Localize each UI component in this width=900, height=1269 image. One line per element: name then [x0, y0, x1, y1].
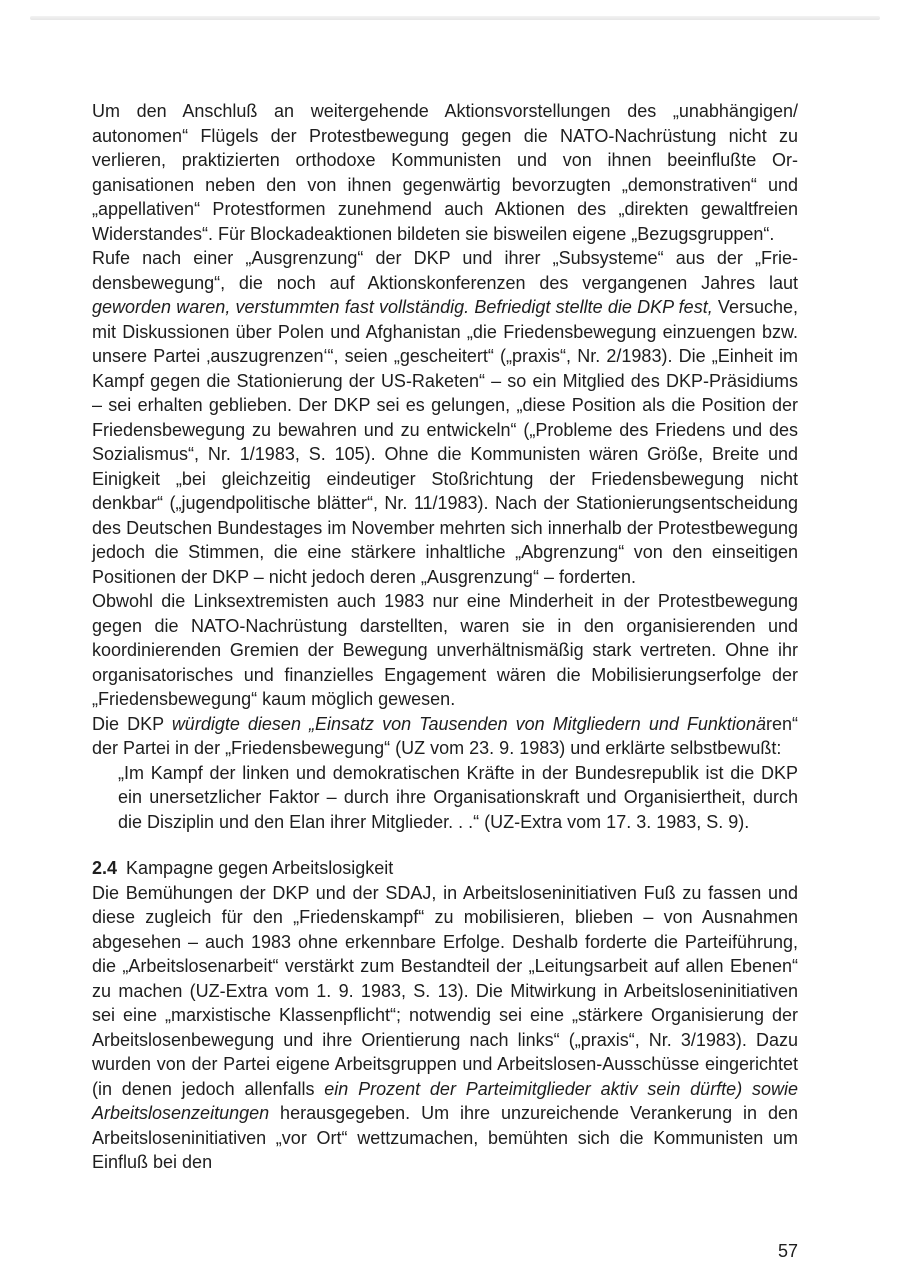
paragraph-1-text: Um den Anschluß an weitergehende Aktionsvorstellungen des „unabhängigen/ autonomen“ Flügels der Protestbewegung gegen die NATO-Nachrüstung nicht zu verlieren, praktizierten orthodoxe Kommunisten und von ihnen beeinflußte Organisationen neben den von ihnen gegenwärtig bevorzugten „demonstrativen“ und „appellativen“ Protestformen zunehmend auch Aktionen des „direkten gewaltfreien Widerstandes“. Für Blockadeaktionen bildeten sie bisweilen eigene „Bezugsgruppen“. [92, 101, 798, 244]
paragraph-2-italic: geworden waren, verstummten fast vollständig. Befriedigt stellte die DKP fest, [92, 297, 713, 317]
scan-top-edge [30, 16, 880, 20]
section-title: Kampagne gegen Arbeitslosigkeit [126, 858, 394, 878]
paragraph-3-text: Obwohl die Linksextremisten auch 1983 nur eine Minderheit in der Protestbewegung gegen die NATO-Nachrüstung darstellten, waren sie in den organisierenden und koordinierenden Gremien der Bewegung unverhältnismäßig stark vertreten. Ohne ihr organisatorisches und finanzielles Engagement wären die Mobilisierungserfolge der „Friedensbewegung“ kaum möglich gewesen. [92, 591, 798, 709]
block-quote [92, 761, 798, 835]
paragraph-1 [92, 99, 798, 246]
section-number: 2.4 [92, 858, 118, 878]
paragraph-5-italic: ein Prozent der Parteimitglieder aktiv sein dürfte) sowie Arbeitslosenzeitungen [92, 1078, 798, 1123]
paragraph-5-text-a: Die Bemühungen der DKP und der SDAJ, in Arbeitsloseninitiativen Fuß zu fassen und diese zugleich für den „Friedenskampf“ zu mobilisieren, blieben – von Ausnahmen abgesehen – auch 1983 ohne erkennbare Erfolge. Deshalb forderte die Parteiführung, die „Arbeitslosenarbeit“ verstärkt zum Bestandteil der „Leitungsarbeit auf allen Ebenen“ zu machen (UZ-Extra vom 1. 9. 1983, S. 13). Die Mitwirkung in Arbeitsloseninitiativen sei eine „marxistische Klassenpflicht“; notwendig sei eine „stärkere Organisierung der Arbeitslosenbewegung und ihre Orientierung nach links“ („praxis“, Nr. 3/1983). Dazu wurden von der Partei eigene Arbeitsgruppen und Arbeitslosen-Ausschüsse eingerichtet (in denen jedoch allenfalls [92, 882, 798, 1099]
paragraph-4-text-c: ren“ der Partei in der „Friedensbewegung“ (UZ vom 23. 9. 1983) und erklärte selbstbewußt: [92, 713, 798, 758]
paragraph-2-text-c: Versuche, mit Diskussionen über Polen und Afghanistan „die Friedensbewegung einzuengen bzw. unsere Partei ‚auszugrenzen‘“, seien „gescheitert“ („praxis“, Nr. 2/1983). Die „Einheit im Kampf gegen die Stationierung der US-Raketen“ – so ein Mitglied des DKP-Präsidiums – sei erhalten geblieben. Der DKP sei es gelungen, „diese Position als die Position der Friedensbewegung zu bewahren und zu entwickeln“ („Probleme des Friedens und des Sozialismus“, Nr. 1/1983, S. 105). Ohne die Kommunisten wären Größe, Breite und Einigkeit „bei gleichzeitig eindeutiger Stoßrichtung der Friedensbewegung nicht denkbar“ („jugendpolitische blätter“, Nr. 11/1983). Nach der Stationierungsentscheidung des Deutschen Bundestages im November mehrten sich innerhalb der Protestbewegung jedoch die Stimmen, die eine stärkere inhaltliche „Abgrenzung“ von den einseitigen Positionen der DKP – nicht jedoch deren „Ausgrenzung“ – forderten. [92, 297, 798, 587]
paragraph-2 [92, 246, 798, 589]
paragraph-2-text-a: Rufe nach einer „Ausgrenzung“ der DKP und ihrer „Subsysteme“ aus der „Friedensbewegung“, die noch auf Aktionskonferenzen des vergangenen Jahres laut [92, 248, 798, 293]
section-heading [92, 856, 798, 881]
section-spacer [92, 834, 798, 856]
paragraph-5-text-c: herausgegeben. Um ihre unzureichende Verankerung in den Arbeitsloseninitiativen „vor Ort“ wettzumachen, bemühten sich die Kommunisten um Einfluß bei den [92, 1103, 798, 1172]
paragraph-4 [92, 712, 798, 761]
paragraph-3 [92, 589, 798, 712]
page-number: 57 [777, 1241, 798, 1261]
paragraph-4-text-a: Die DKP [92, 713, 172, 734]
block-quote-text: „Im Kampf der linken und demokratischen Kräfte in der Bundesrepublik ist die DKP ein unersetzlicher Faktor – durch ihre Organisationskraft und Organisiertheit, durch die Disziplin und den Elan ihrer Mitglieder. . .“ (UZ-Extra vom 17. 3. 1983, S. 9). [118, 762, 798, 832]
paragraph-5 [92, 881, 798, 1175]
paragraph-4-italic: würdigte diesen „Einsatz von Tausenden von Mitgliedern und Funktionä [171, 713, 766, 734]
document-body [92, 99, 798, 1175]
